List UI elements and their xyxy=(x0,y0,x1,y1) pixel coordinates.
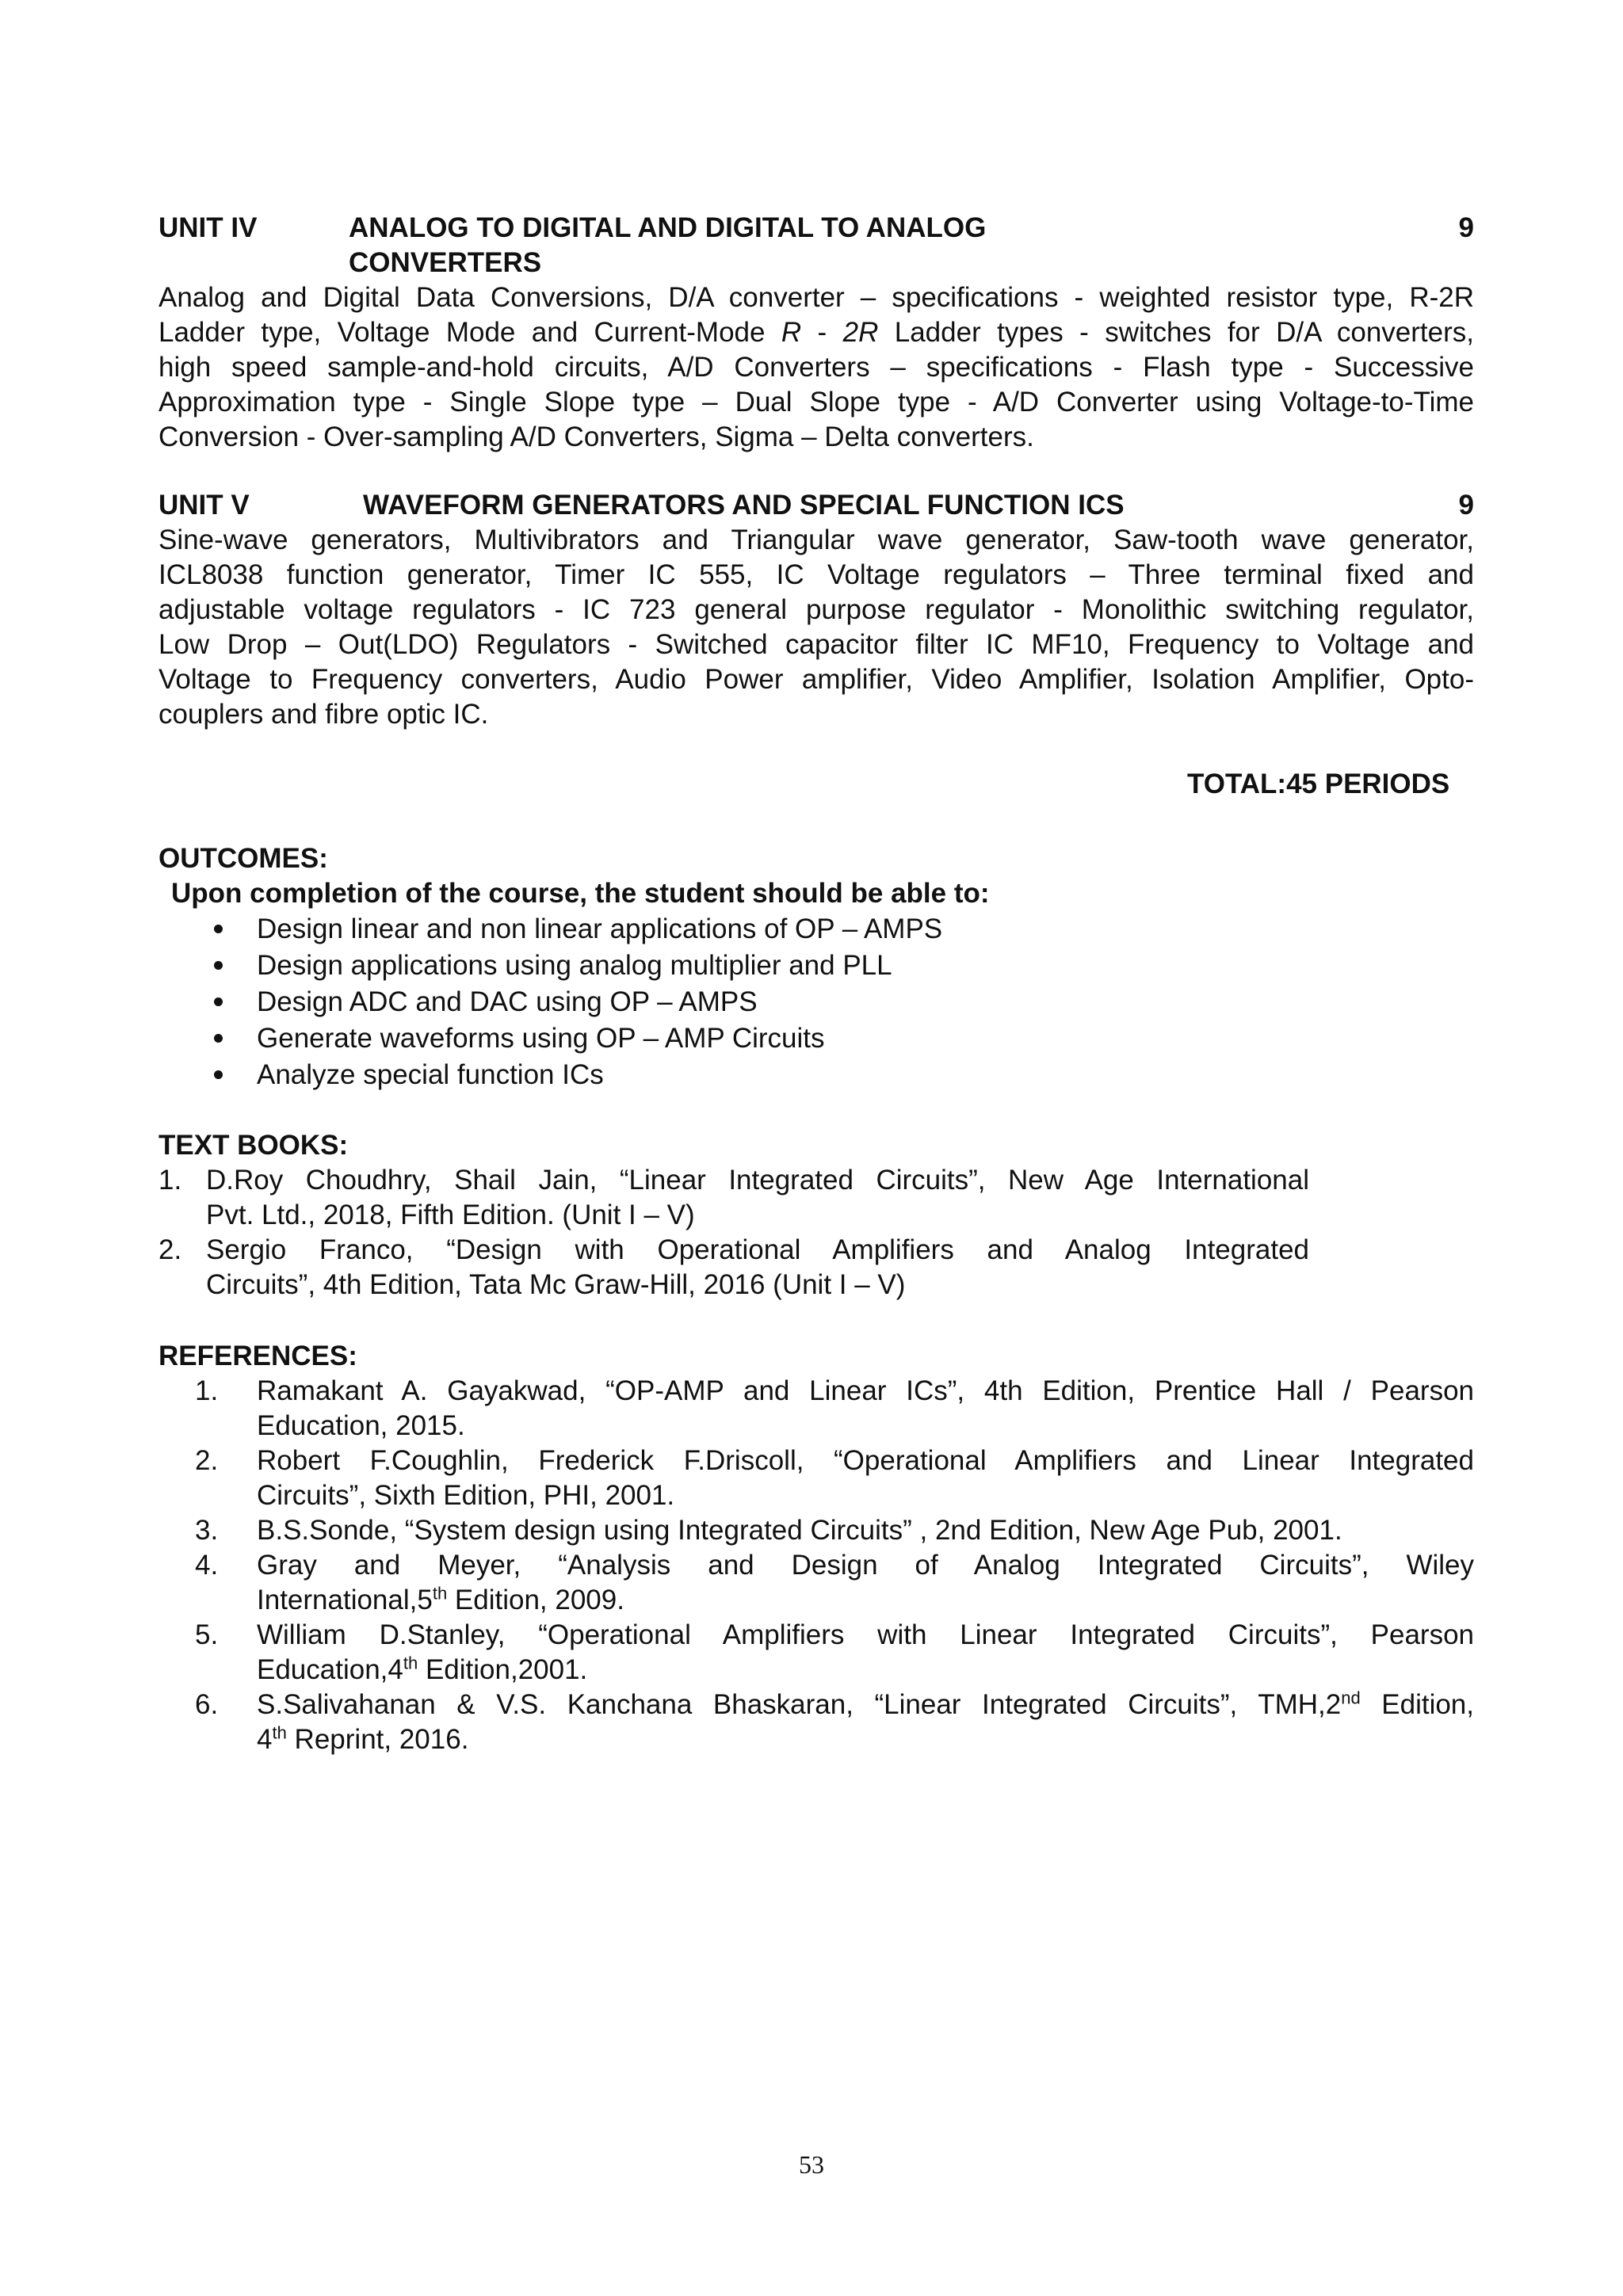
unit-5-line: Low Drop – Out(LDO) Regulators - Switched capacitor filter IC MF10, Frequency to Voltage and xyxy=(158,629,1474,660)
reference-text: B.S.Sonde, “System design using Integrated Circuits” , 2nd Edition, New Age Pub, 2001. xyxy=(257,1515,1342,1546)
unit-4-title-line-2: CONVERTERS xyxy=(349,247,542,278)
bullet-icon xyxy=(214,1070,223,1079)
reference-number: 4. xyxy=(195,1550,219,1581)
outcome-item: Generate waveforms using OP – AMP Circuits xyxy=(209,1020,942,1057)
outcome-item: Design ADC and DAC using OP – AMPS xyxy=(209,984,942,1020)
unit-4-line: Approximation type - Single Slope type – Dual Slope type - A/D Converter using Voltage-to-Time xyxy=(158,387,1474,418)
text-book-text: Sergio Franco, “Design with Operational Amplifiers and Analog Integrated Circuits”, 4th Edition, Tata Mc Graw-Hill, 2016 (Unit I – V) xyxy=(206,1234,1309,1300)
references-heading: REFERENCES: xyxy=(158,1341,357,1371)
text-book-number: 2. xyxy=(158,1234,182,1265)
unit-4-hours: 9 xyxy=(1458,212,1474,243)
unit-4-line: Conversion - Over-sampling A/D Converters, Sigma – Delta converters. xyxy=(158,421,1034,452)
unit-5-hours: 9 xyxy=(1458,490,1474,521)
bullet-icon xyxy=(214,1034,223,1043)
unit-5-line: Voltage to Frequency converters, Audio Power amplifier, Video Amplifier, Isolation Amplifier, Opto- xyxy=(158,664,1474,695)
unit-5-description xyxy=(158,523,1474,732)
text-book-text: D.Roy Choudhry, Shail Jain, “Linear Integrated Circuits”, New Age International Pvt. Ltd., 2018, Fifth Edition. (Unit I – V) xyxy=(206,1165,1309,1230)
reference-text: William D.Stanley, “Operational Amplifiers with Linear Integrated Circuits”, Pearson Education,4th Edition,2001. xyxy=(257,1619,1474,1685)
reference-text: S.Salivahanan & V.S. Kanchana Bhaskaran, “Linear Integrated Circuits”, TMH,2nd Edition, 4th Reprint, 2016. xyxy=(257,1688,1474,1755)
reference-number: 2. xyxy=(195,1445,219,1476)
outcome-item: Analyze special function ICs xyxy=(209,1057,942,1093)
reference-text: Robert F.Coughlin, Frederick F.Driscoll, “Operational Amplifiers and Linear Integrated Circuits”, Sixth Edition, PHI, 2001. xyxy=(257,1445,1474,1511)
unit-5-line: couplers and fibre optic IC. xyxy=(158,699,489,730)
reference-number: 6. xyxy=(195,1689,219,1720)
unit-5-title: WAVEFORM GENERATORS AND SPECIAL FUNCTION ICS xyxy=(363,490,1125,521)
reference-number: 3. xyxy=(195,1515,219,1546)
outcomes-intro: Upon completion of the course, the student should be able to: xyxy=(171,878,990,909)
outcome-item: Design applications using analog multiplier and PLL xyxy=(209,948,942,984)
total-periods: TOTAL:45 PERIODS xyxy=(1187,769,1450,799)
text-book-number: 1. xyxy=(158,1165,182,1196)
bullet-icon xyxy=(214,961,223,970)
outcomes-heading: OUTCOMES: xyxy=(158,843,328,874)
unit-5-line: Sine-wave generators, Multivibrators and Triangular wave generator, Saw-tooth wave generator, xyxy=(158,524,1474,555)
outcome-item: Design linear and non linear applications of OP – AMPS xyxy=(209,911,942,948)
outcomes-list xyxy=(209,911,942,1093)
unit-5-line: adjustable voltage regulators - IC 723 general purpose regulator - Monolithic switching regulator, xyxy=(158,594,1474,625)
text-books-heading: TEXT BOOKS: xyxy=(158,1130,349,1161)
reference-text: Gray and Meyer, “Analysis and Design of Analog Integrated Circuits”, Wiley International,5th Edition, 2009. xyxy=(257,1550,1474,1615)
page-number: 53 xyxy=(799,2150,824,2179)
reference-text: Ramakant A. Gayakwad, “OP-AMP and Linear ICs”, 4th Edition, Prentice Hall / Pearson Education, 2015. xyxy=(257,1375,1474,1441)
unit-4-title-line-1: ANALOG TO DIGITAL AND DIGITAL TO ANALOG xyxy=(349,212,987,243)
unit-5-label: UNIT V xyxy=(158,490,250,521)
unit-4-line: high speed sample-and-hold circuits, A/D Converters – specifications - Flash type - Successive xyxy=(158,352,1474,383)
unit-4-description xyxy=(158,280,1474,455)
unit-4-line: Ladder type, Voltage Mode and Current-Mode R - 2R Ladder types - switches for D/A converters, xyxy=(158,317,1475,348)
unit-5-line: ICL8038 function generator, Timer IC 555, IC Voltage regulators – Three terminal fixed and xyxy=(158,559,1474,590)
reference-number: 1. xyxy=(195,1375,219,1406)
bullet-icon xyxy=(214,997,223,1006)
unit-4-line: Analog and Digital Data Conversions, D/A converter – specifications - weighted resistor type, R-2R xyxy=(158,282,1474,313)
unit-4-label: UNIT IV xyxy=(158,212,258,243)
reference-number: 5. xyxy=(195,1619,219,1650)
bullet-icon xyxy=(214,925,223,933)
